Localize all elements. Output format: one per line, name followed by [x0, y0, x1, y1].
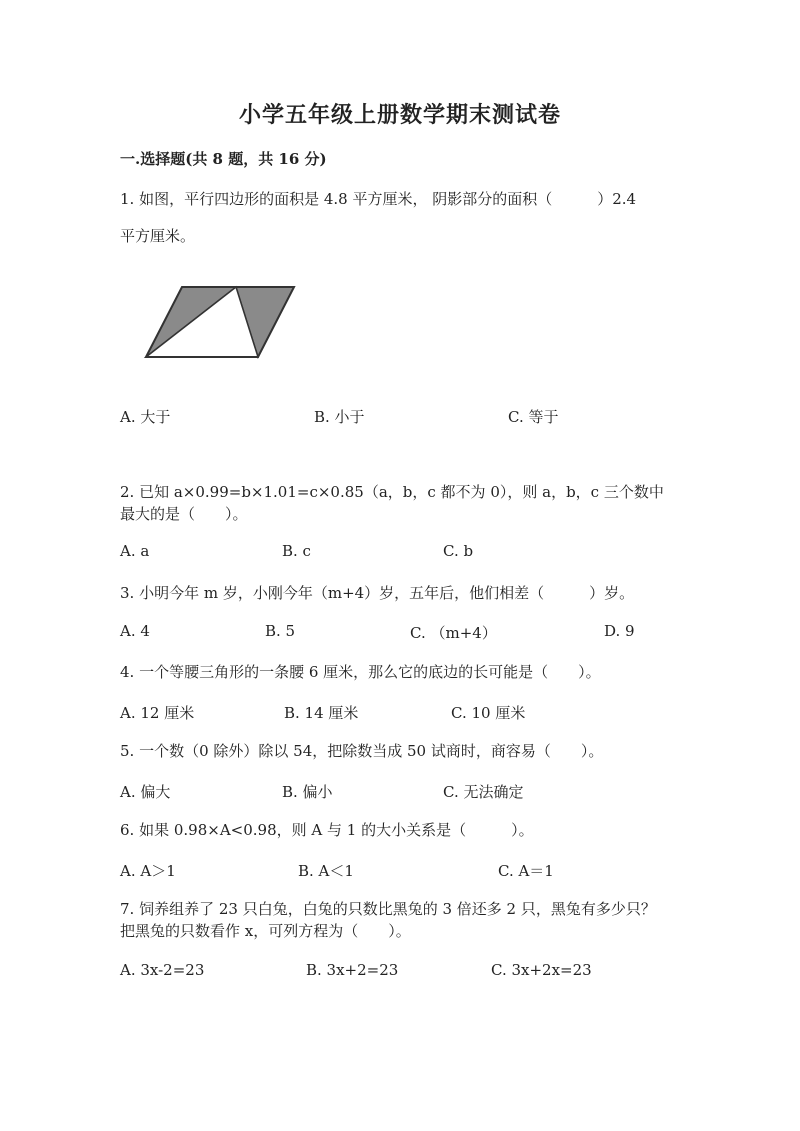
- q2-option-c: C. b: [443, 542, 474, 560]
- q7-option-a: A. 3x-2=23: [120, 961, 205, 979]
- q6-option-a: A. A＞1: [120, 862, 176, 880]
- q5-option-a: A. 偏大: [120, 783, 171, 801]
- question-7-line-2: 把黑兔的只数看作 x，可列方程为（ ）。: [120, 922, 411, 940]
- question-7-line-1: 7. 饲养组养了 23 只白兔，白兔的只数比黑兔的 3 倍还多 2 只，黑兔有多少只？: [120, 900, 656, 918]
- question-1-line-1: 1. 如图，平行四边形的面积是 4.8 平方厘米， 阴影部分的面积（ ）2.4: [120, 190, 637, 208]
- q2-option-a: A. a: [120, 542, 150, 560]
- q3-option-c: C. （m+4）: [410, 624, 497, 642]
- q6-option-b: B. A＜1: [298, 862, 354, 880]
- question-1-line-2: 平方厘米。: [120, 227, 196, 245]
- section-heading: 一.选择题(共 8 题，共 16 分): [120, 150, 327, 168]
- q7-option-c: C. 3x+2x=23: [491, 961, 592, 979]
- q3-option-b: B. 5: [265, 622, 296, 640]
- question-5-line-1: 5. 一个数（0 除外）除以 54，把除数当成 50 试商时，商容易（ ）。: [120, 742, 604, 760]
- q1-option-a: A. 大于: [120, 408, 171, 426]
- parallelogram-figure: [134, 275, 304, 365]
- q4-option-c: C. 10 厘米: [451, 704, 526, 722]
- question-4-line-1: 4. 一个等腰三角形的一条腰 6 厘米，那么它的底边的长可能是（ ）。: [120, 663, 601, 681]
- q6-option-c: C. A＝1: [498, 862, 554, 880]
- q5-option-c: C. 无法确定: [443, 783, 524, 801]
- q1-option-c: C. 等于: [508, 408, 559, 426]
- page-title: 小学五年级上册数学期末测试卷: [238, 102, 561, 128]
- q2-option-b: B. c: [282, 542, 311, 560]
- question-6-line-1: 6. 如果 0.98×A<0.98，则 A 与 1 的大小关系是（ ）。: [120, 821, 534, 839]
- q4-option-b: B. 14 厘米: [284, 704, 359, 722]
- question-2-line-1: 2. 已知 a×0.99=b×1.01=c×0.85（a，b，c 都不为 0），则 a，b，c 三个数中: [120, 483, 664, 501]
- q7-option-b: B. 3x+2=23: [306, 961, 399, 979]
- q1-option-b: B. 小于: [314, 408, 365, 426]
- q3-option-d: D. 9: [604, 622, 635, 640]
- question-3-line-1: 3. 小明今年 m 岁，小刚今年（m+4）岁，五年后，他们相差（ ）岁。: [120, 584, 635, 602]
- q5-option-b: B. 偏小: [282, 783, 333, 801]
- q3-option-a: A. 4: [120, 622, 150, 640]
- question-2-line-2: 最大的是（ ）。: [120, 505, 248, 523]
- q4-option-a: A. 12 厘米: [120, 704, 195, 722]
